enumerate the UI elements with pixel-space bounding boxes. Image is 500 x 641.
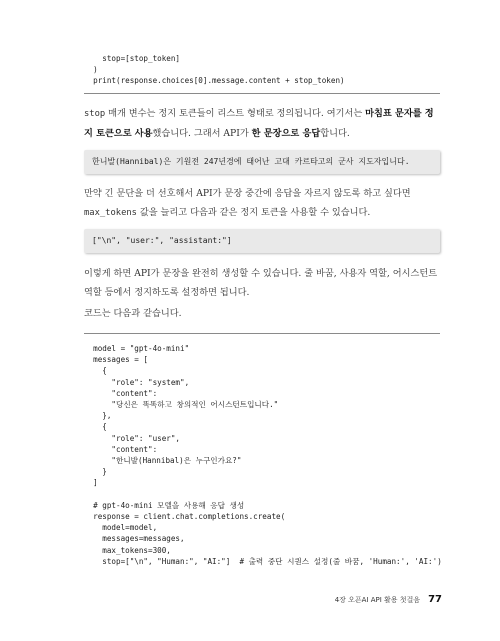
code-line: print(response.choices[0].message.content + stop_token) <box>84 76 345 86</box>
inline-code-stop: stop <box>84 109 106 119</box>
output-callout-2 <box>84 229 440 253</box>
code-line: "content": <box>84 388 158 398</box>
paragraph-text: 했습니다. 그래서 API가 <box>152 128 252 139</box>
code-line: }, <box>84 411 112 421</box>
code-line: # gpt-4o-mini 모델을 사용해 응답 생성 <box>84 500 245 510</box>
code-line: max_tokens=300, <box>84 545 171 555</box>
code-line: ] <box>84 478 98 488</box>
code-block-main <box>84 333 440 567</box>
code-line: messages = [ <box>84 355 149 365</box>
code-line: model = "gpt-4o-mini" <box>84 344 190 353</box>
code-block-bottom-rule <box>84 93 440 94</box>
chapter-title: 4장 오픈AI API 활용 첫걸음 <box>334 596 421 604</box>
code-block-top <box>84 53 440 87</box>
paragraph-text: 매개 변수는 정지 토큰들이 리스트 형태로 정의됩니다. 여기서는 <box>105 108 366 119</box>
paragraph-text: 합니다. <box>320 128 350 139</box>
page-footer <box>335 594 442 605</box>
code-line: { <box>84 366 107 376</box>
output-callout-1 <box>84 150 440 174</box>
code-line: model=model, <box>84 523 158 533</box>
page-number: 77 <box>428 594 442 605</box>
code-line: stop=["\n", "Human:", "AI:"] # 출력 중단 시퀀스 설정(줄 바꿈, 'Human:', 'AI:') <box>84 556 442 566</box>
bold-phrase: 마침표 문자를 정지 토큰으로 사용 <box>84 108 434 139</box>
code-line: ) <box>84 65 98 75</box>
code-line: { <box>84 422 107 432</box>
code-line: "role": "system", <box>84 377 190 387</box>
paragraph-code-intro: 코드는 다음과 같습니다. <box>84 308 182 319</box>
code-line: "role": "user", <box>84 433 181 443</box>
code-line: "content": <box>84 444 158 454</box>
code-line: stop=[stop_token] <box>84 54 181 63</box>
paragraph-stop-param <box>84 104 440 143</box>
code-line: response = client.chat.completions.create( <box>84 512 286 522</box>
bold-phrase: 한 문장으로 응답 <box>251 128 321 139</box>
paragraph-text: 만약 긴 문단을 더 선호해서 API가 문장 중간에 응답을 자르지 않도록 하고 싶다면 <box>84 188 411 199</box>
paragraph-max-tokens <box>84 184 440 223</box>
code-line: messages=messages, <box>84 534 185 544</box>
callout-text: ["\n", "user:", "assistant:"] <box>92 236 232 245</box>
paragraph-explanation: 이렇게 하면 API가 문장을 완전히 생성할 수 있습니다. 줄 바꿈, 사용자 역할, 어시스턴트 역할 등에서 정지하도록 설정하면 됩니다. <box>84 268 438 298</box>
code-line: "당신은 똑똑하고 창의적인 어시스턴트입니다." <box>84 400 279 410</box>
inline-code-max-tokens: max_tokens <box>84 208 137 218</box>
callout-text: 한니발(Hannibal)은 기원전 247년경에 태어난 고대 카르타고의 군사 지도자입니다. <box>92 157 410 166</box>
paragraph-text: 값을 늘리고 다음과 같은 정지 토큰을 사용할 수 있습니다. <box>136 207 371 218</box>
code-line: } <box>84 467 107 477</box>
code-line: "한니발(Hannibal)은 누구인가요?" <box>84 456 242 466</box>
